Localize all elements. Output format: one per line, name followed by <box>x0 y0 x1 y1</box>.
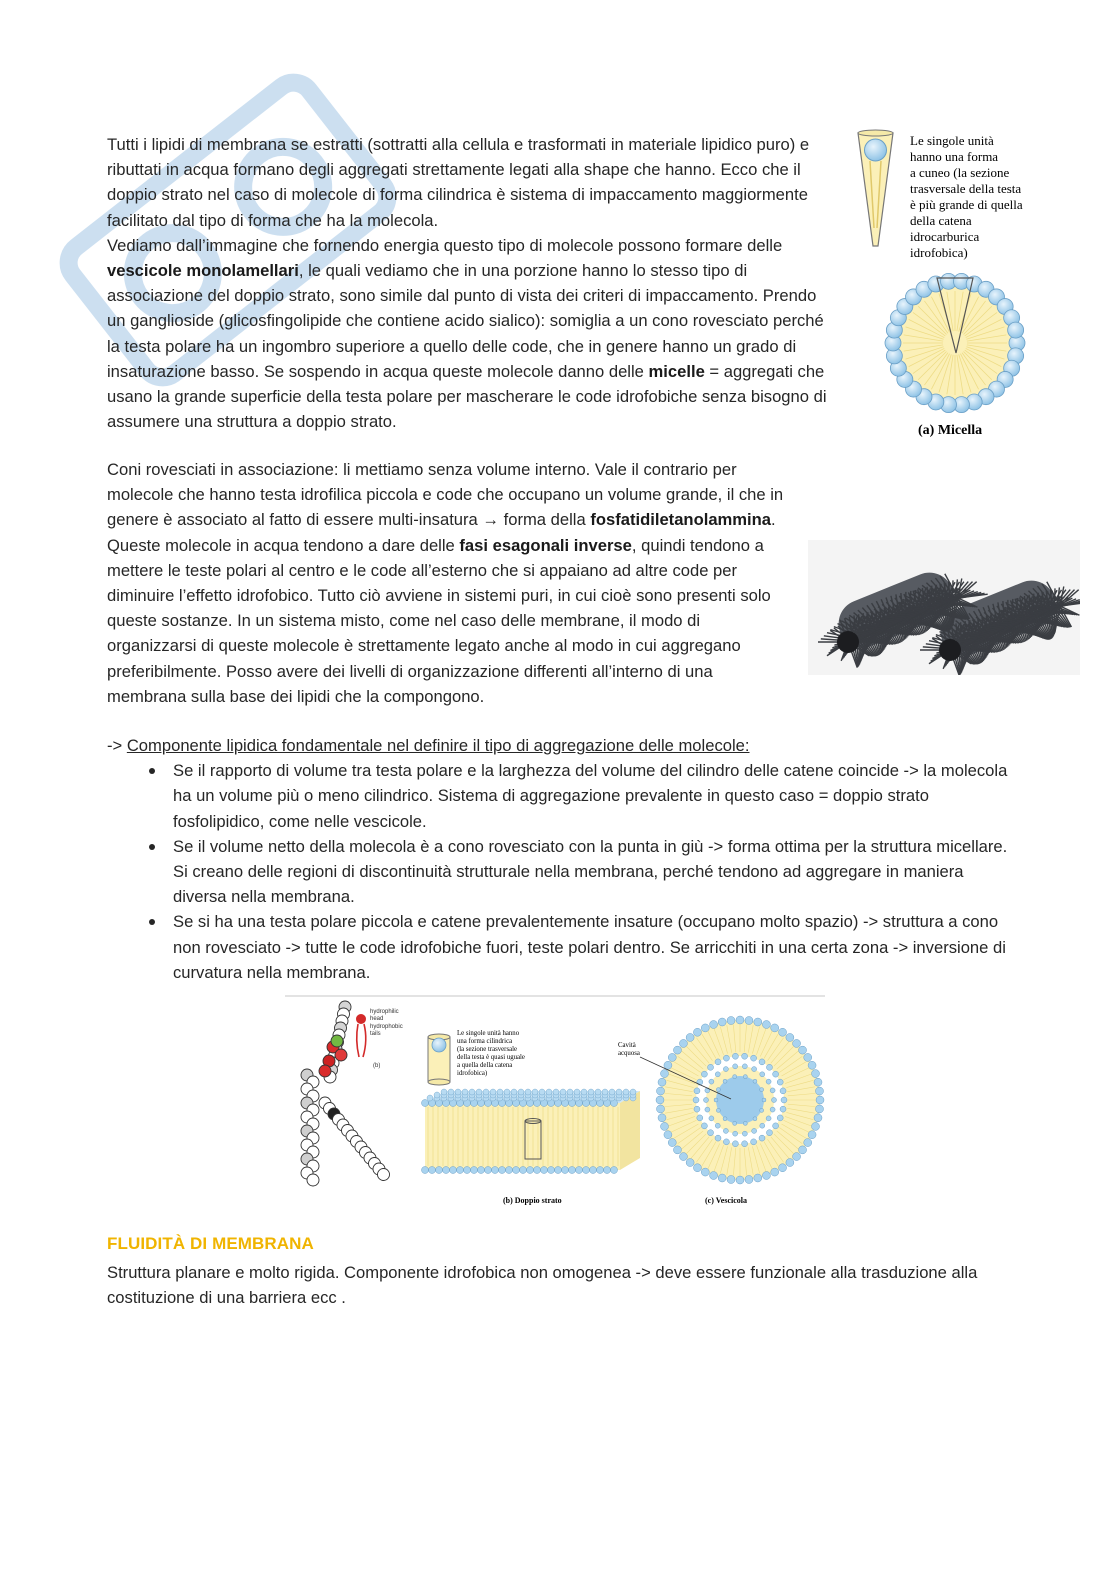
svg-text:hydrophilic: hydrophilic <box>370 1009 399 1015</box>
intro-text <box>107 132 832 434</box>
paragraph-2: Vediamo dall’immagine che fornendo energia questo tipo di molecole possono formare delle vescicole monolamellari, le quali vediamo che in una porzione hanno lo stesso tipo di associazione del doppio strato, sono simile dal punto di vista dei criteri di impaccamento. Prendo un ganglioside (glicosfingolipide che contiene acido sialico): somiglia a un cono rovesciato perché la testa polare ha un ingombro superiore a quello delle code, che in genere hanno un grado di insaturazione basso. Se sospendo in acqua queste molecole danno delle micelle = aggregati che usano la grande superficie della testa polare per mascherare le code idrofobiche senza bisogno di assumere una struttura a doppio strato. <box>107 235 827 432</box>
micelle-label: (a) Micella <box>918 423 983 438</box>
term-vescicole: vescicole monolamellari <box>107 261 299 281</box>
svg-text:idrofobica): idrofobica) <box>910 245 968 260</box>
svg-text:Le singole unità: Le singole unità <box>910 133 994 148</box>
svg-text:Le singole unità hanno: Le singole unità hanno <box>457 1030 520 1037</box>
svg-text:una forma cilindrica: una forma cilindrica <box>457 1038 513 1045</box>
micelle-figure <box>848 128 1058 443</box>
micelle-sphere-icon <box>885 273 1025 412</box>
cylinder-unit-icon <box>428 1034 450 1085</box>
list-item: Se si ha una testa polare piccola e catene prevalentemente insature (occupano molto spazio) -> struttura a cono non rovesciato -> tutte le code idrofobiche fuori, teste polari dentro. Se arricchiti in una certa zona -> inversione di curvatura nella membrana. <box>107 909 1012 985</box>
section-body: Struttura planare e molto rigida. Componente idrofobica non omogenea -> deve essere funzionale alla trasduzione alla costituzione di una barriera ecc . <box>107 1263 978 1308</box>
svg-text:acquosa: acquosa <box>618 1050 640 1057</box>
aggregation-list <box>107 758 1012 985</box>
list-item: Se il volume netto della molecola è a cono rovesciato con la punta in giù -> forma ottima per la struttura micellare. Si creano delle regioni di discontinuità strutturale nella membrana, perché tendono ad aggregare in maniera diversa nella membrana. <box>107 834 1012 910</box>
rod-end-cavity-icon <box>939 639 961 661</box>
svg-text:head: head <box>370 1016 384 1022</box>
svg-text:Cavità: Cavità <box>618 1042 636 1049</box>
paragraph-3: Coni rovesciati in associazione: li mettiamo senza volume interno. Vale il contrario per molecole che hanno testa idrofilica piccola e code che occupano un volume grande, il che in genere è associato al fatto di essere multi-insatura → forma della fosfatidiletanolammina. Queste molecole in acqua tendono a dare delle fasi esagonali inverse, quindi tendono a mettere le teste polari al centro e le code all’esterno che si appaiano ad altre code per diminuire l’effetto idrofobico. Tutto ciò avviene in sistemi puri, in cui cioè sono presenti solo queste sostanze. In un sistema misto, come nel caso delle membrane, il modo di organizzarsi di queste molecole è strettamente legato anche al modo in cui aggregano preferibilmente. Posso avere dei livelli di organizzazione differenti all’interno di una membrana sulla base dei lipidi che la compongono. <box>107 457 1012 709</box>
micelle-caption <box>910 133 1023 260</box>
svg-text:hanno una forma: hanno una forma <box>910 149 999 164</box>
hexagonal-phase-figure <box>808 540 1080 675</box>
list-item: Se il rapporto di volume tra testa polare e la larghezza del volume del cilindro delle catene coincide -> la molecola ha un volume più o meno cilindrico. Sistema di aggregazione prevalente in questo caso = doppio strato fosfolipidico, come nelle vescicole. <box>107 758 1012 834</box>
term-fasi-esagonali: fasi esagonali inverse <box>459 535 632 555</box>
aggregation-intro: -> Componente lipidica fondamentale nel definire il tipo di aggregazione delle molecole: <box>107 736 750 755</box>
svg-text:della catena: della catena <box>910 213 972 228</box>
lipid-aggregation-figure <box>285 995 825 1210</box>
svg-text:è più grande di quella: è più grande di quella <box>910 197 1023 212</box>
svg-text:della testa è quasi uguale: della testa è quasi uguale <box>457 1054 525 1061</box>
svg-text:trasversale della testa: trasversale della testa <box>910 181 1022 196</box>
svg-text:tails: tails <box>370 1031 381 1037</box>
bilayer-label: (b) Doppio strato <box>503 1196 562 1205</box>
svg-text:a quella della catena: a quella della catena <box>457 1062 513 1069</box>
section-heading: FLUIDITÀ DI MEMBRANA <box>107 1234 314 1253</box>
bilayer-slab-icon <box>422 1089 641 1174</box>
svg-text:(la sezione trasversale: (la sezione trasversale <box>457 1046 518 1053</box>
svg-text:(b): (b) <box>373 1063 381 1069</box>
rod-end-cavity-icon <box>837 631 859 653</box>
vesicle-label: (c) Vescicola <box>705 1196 747 1205</box>
aggregation-section <box>107 733 1012 985</box>
svg-text:idrofobica): idrofobica) <box>457 1070 488 1077</box>
term-micelle: micelle <box>648 361 705 381</box>
paragraph-1: Tutti i lipidi di membrana se estratti (sottratti alla cellula e trasformati in materiale lipidico puro) e ributtati in acqua formano degli aggregati strettamente legati alla shape che hanno. Ecco che il doppio strato nel caso di molecole di forma cilindrica è sistema di impaccamento maggiormente facilitato dal tipo di forma che ha la molecola. <box>107 135 810 230</box>
svg-text:idrocarburica: idrocarburica <box>910 229 980 244</box>
svg-text:a cuneo (la sezione: a cuneo (la sezione <box>910 165 1010 180</box>
wedge-unit-icon <box>858 130 893 246</box>
svg-text:hydrophobic: hydrophobic <box>370 1024 403 1030</box>
term-fosfatidiletanolammina: fosfatidiletanolammina <box>590 510 772 530</box>
vesicle-icon <box>656 1016 824 1184</box>
